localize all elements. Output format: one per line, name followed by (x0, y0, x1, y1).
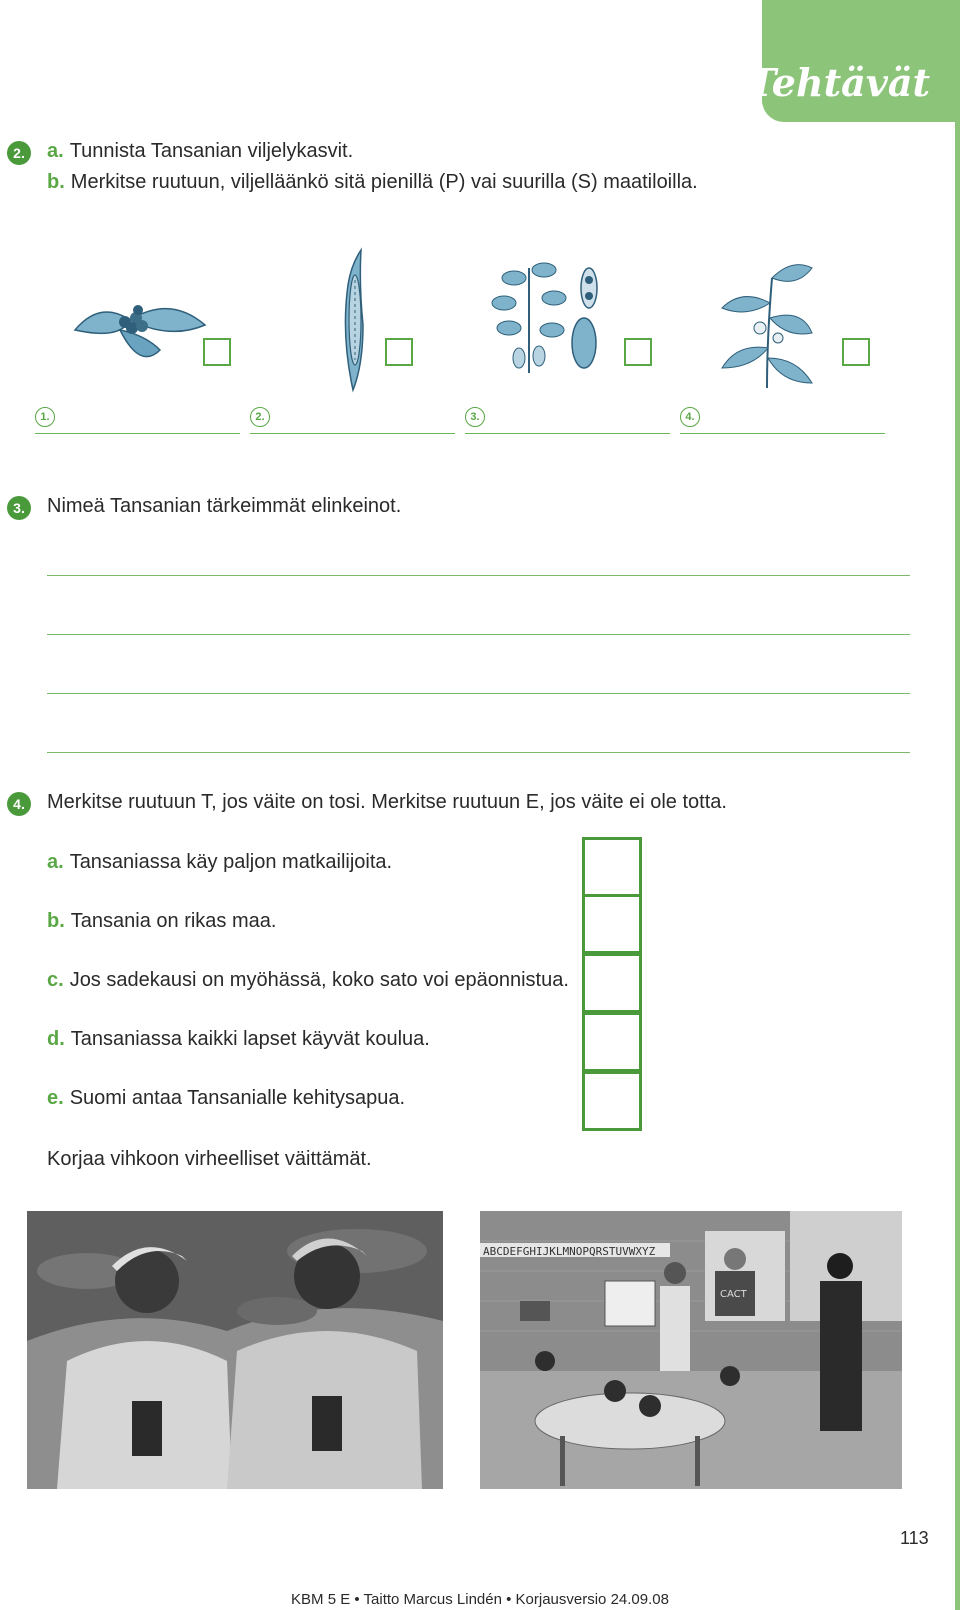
plant-number-4: 4. (680, 407, 700, 427)
statement-label-c: c. (47, 969, 64, 991)
answer-box-c[interactable] (582, 953, 642, 1013)
answer-box-d[interactable] (582, 1012, 642, 1072)
statement-e (47, 1087, 405, 1110)
statement-text-c: Jos sadekausi on myöhässä, koko sato voi epäonnistua. (69, 969, 569, 991)
statement-label-a: a. (47, 851, 64, 873)
plant-1-answer-line[interactable] (35, 433, 240, 434)
statement-text-d: Tansaniassa kaikki lapset käyvät koulua. (70, 1028, 430, 1050)
task4-closing: Korjaa vihkoon virheelliset väittämät. (47, 1148, 372, 1170)
task2-line-a (47, 140, 353, 163)
plant-3-checkbox[interactable] (624, 338, 652, 366)
plant-number-1: 1. (35, 407, 55, 427)
task2-text-b: Merkitse ruutuun, viljelläänkö sitä pienillä (P) vai suurilla (S) maatiloilla. (70, 171, 698, 193)
task3-answer-line-4[interactable] (47, 752, 910, 753)
page-number: 113 (900, 1528, 929, 1548)
section-title: Tehtävät (747, 60, 930, 105)
peanut-plant-icon (484, 248, 634, 378)
plant-2-checkbox[interactable] (385, 338, 413, 366)
task2-text-a: Tunnista Tansanian viljelykasvit. (69, 140, 354, 162)
task-number-2: 2. (7, 141, 31, 165)
page-edge-rule (955, 0, 960, 1610)
coffee-plant-icon (70, 290, 210, 370)
statement-label-e: e. (47, 1087, 64, 1109)
statement-d (47, 1028, 430, 1051)
plant-number-2: 2. (250, 407, 270, 427)
statement-a (47, 851, 392, 874)
task3-text: Nimeä Tansanian tärkeimmät elinkeinot. (47, 495, 402, 517)
photo-classroom (480, 1211, 902, 1489)
task-number-4: 4. (7, 792, 31, 816)
task3-answer-line-2[interactable] (47, 634, 910, 635)
answer-box-a[interactable] (582, 837, 642, 897)
footer-credit: KBM 5 E • Taitto Marcus Lindén • Korjausversio 24.09.08 (291, 1591, 669, 1608)
answer-box-e[interactable] (582, 1071, 642, 1131)
plant-4-checkbox[interactable] (842, 338, 870, 366)
corn-plant-icon (333, 245, 378, 395)
task3-answer-line-1[interactable] (47, 575, 910, 576)
task2-line-b (47, 171, 698, 194)
section-tab (747, 0, 960, 122)
plant-3-answer-line[interactable] (465, 433, 670, 434)
tea-plant-icon (712, 258, 822, 393)
plant-1-checkbox[interactable] (203, 338, 231, 366)
plant-4-answer-line[interactable] (680, 433, 885, 434)
statement-text-b: Tansania on rikas maa. (70, 910, 277, 932)
classroom-alphabet: ABCDEFGHIJKLMNOPQRSTUVWXYZ (483, 1245, 656, 1258)
plant-2-answer-line[interactable] (250, 433, 455, 434)
task2-label-b: b. (47, 171, 65, 193)
task4-intro: Merkitse ruutuun T, jos väite on tosi. Merkitse ruutuun E, jos väite ei ole totta. (47, 791, 727, 813)
statement-label-b: b. (47, 910, 65, 932)
statement-b (47, 910, 276, 933)
statement-text-e: Suomi antaa Tansanialle kehitysapua. (69, 1087, 406, 1109)
task2-label-a: a. (47, 140, 64, 162)
statement-text-a: Tansaniassa käy paljon matkailijoita. (69, 851, 393, 873)
shirt-text: CACT (720, 1289, 747, 1300)
statement-label-d: d. (47, 1028, 65, 1050)
task3-answer-line-3[interactable] (47, 693, 910, 694)
photo-women-seedlings (27, 1211, 443, 1489)
statement-c (47, 969, 569, 992)
plant-number-3: 3. (465, 407, 485, 427)
answer-box-b[interactable] (582, 894, 642, 954)
task-number-3: 3. (7, 496, 31, 520)
